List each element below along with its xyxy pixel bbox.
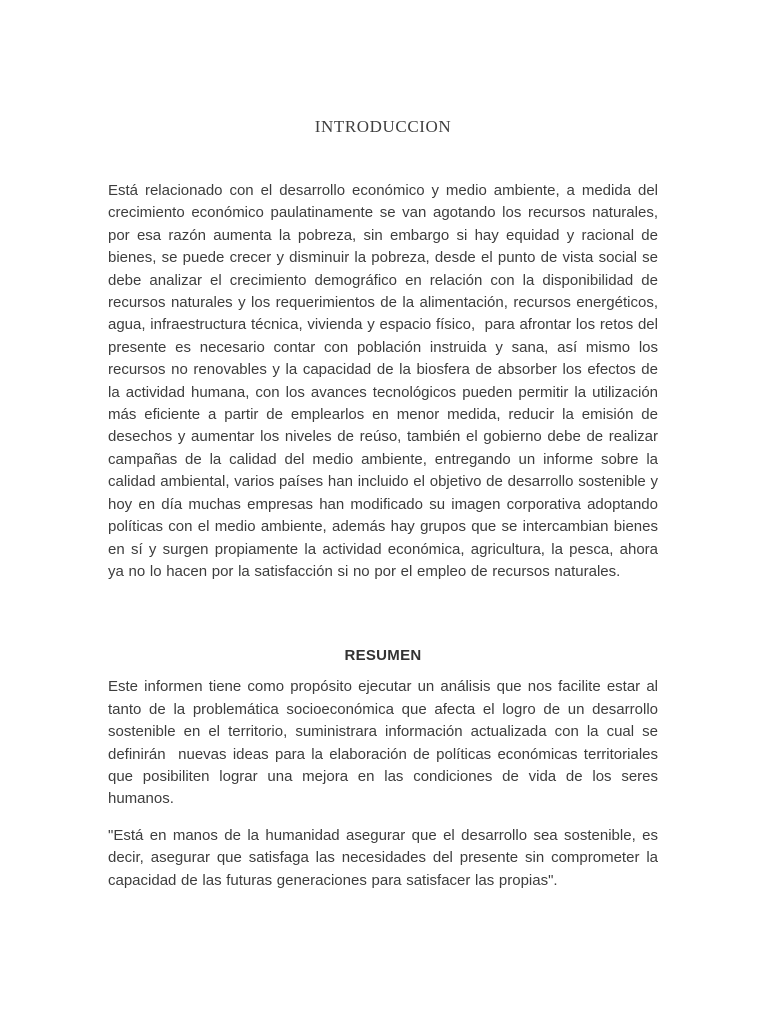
introduction-paragraph: Está relacionado con el desarrollo económico y medio ambiente, a medida del crecimiento económico paulatinamente se van agotando los recursos naturales, por esa razón aumenta la pobreza, sin embargo si hay equidad y racional de bienes, se puede crecer y disminuir la pobreza, desde el punto de vista social se debe analizar el crecimiento demográfico en relación con la disponibilidad de recursos naturales y los requerimientos de la alimentación, recursos energéticos, agua, infraestructura técnica, vivienda y espacio físico, para afrontar los retos del presente es necesario contar con población instruida y sana, así mismo los recursos no renovables y la capacidad de la biosfera de absorber los efectos de la actividad humana, con los avances tecnológicos pueden permitir la utilización más eficiente a partir de emplearlos en menor medida, reducir la emisión de desechos y aumentar los niveles de reúso, también el gobierno debe de realizar campañas de la calidad del medio ambiente, entregando un informe sobre la calidad ambiental, varios países han incluido el objetivo de desarrollo sostenible y hoy en día muchas empresas han modificado su imagen corporativa adoptando políticas con el medio ambiente, además hay grupos que se intercambian bienes en sí y surgen propiamente la actividad económica, agricultura, la pesca, ahora ya no lo hacen por la satisfacción si no por el empleo de recursos naturales.	[108, 182, 668, 580]
resumen-quote-paragraph: "Está en manos de la humanidad asegurar que el desarrollo sea sostenible, es decir, asegurar que satisfaga las necesidades del presente sin comprometer la capacidad de las futuras generaciones para satisfacer las propias".	[108, 826, 663, 889]
introduction-heading: INTRODUCCION	[314, 117, 452, 136]
document-page	[0, 116, 768, 1024]
resumen-heading: RESUMEN	[344, 647, 422, 665]
resumen-paragraph-1: Este informen tiene como propósito ejecutar un análisis que nos facilite estar al tanto de la problemática socioeconómica que afecta el logro de un desarrollo sostenible en el territorio, suministrara información actualizada con la cual se definirán nuevas ideas para la elaboración de políticas económicas territoriales que posibiliten lograr una mejora en las condiciones de vida de los seres humanos.	[108, 678, 663, 808]
